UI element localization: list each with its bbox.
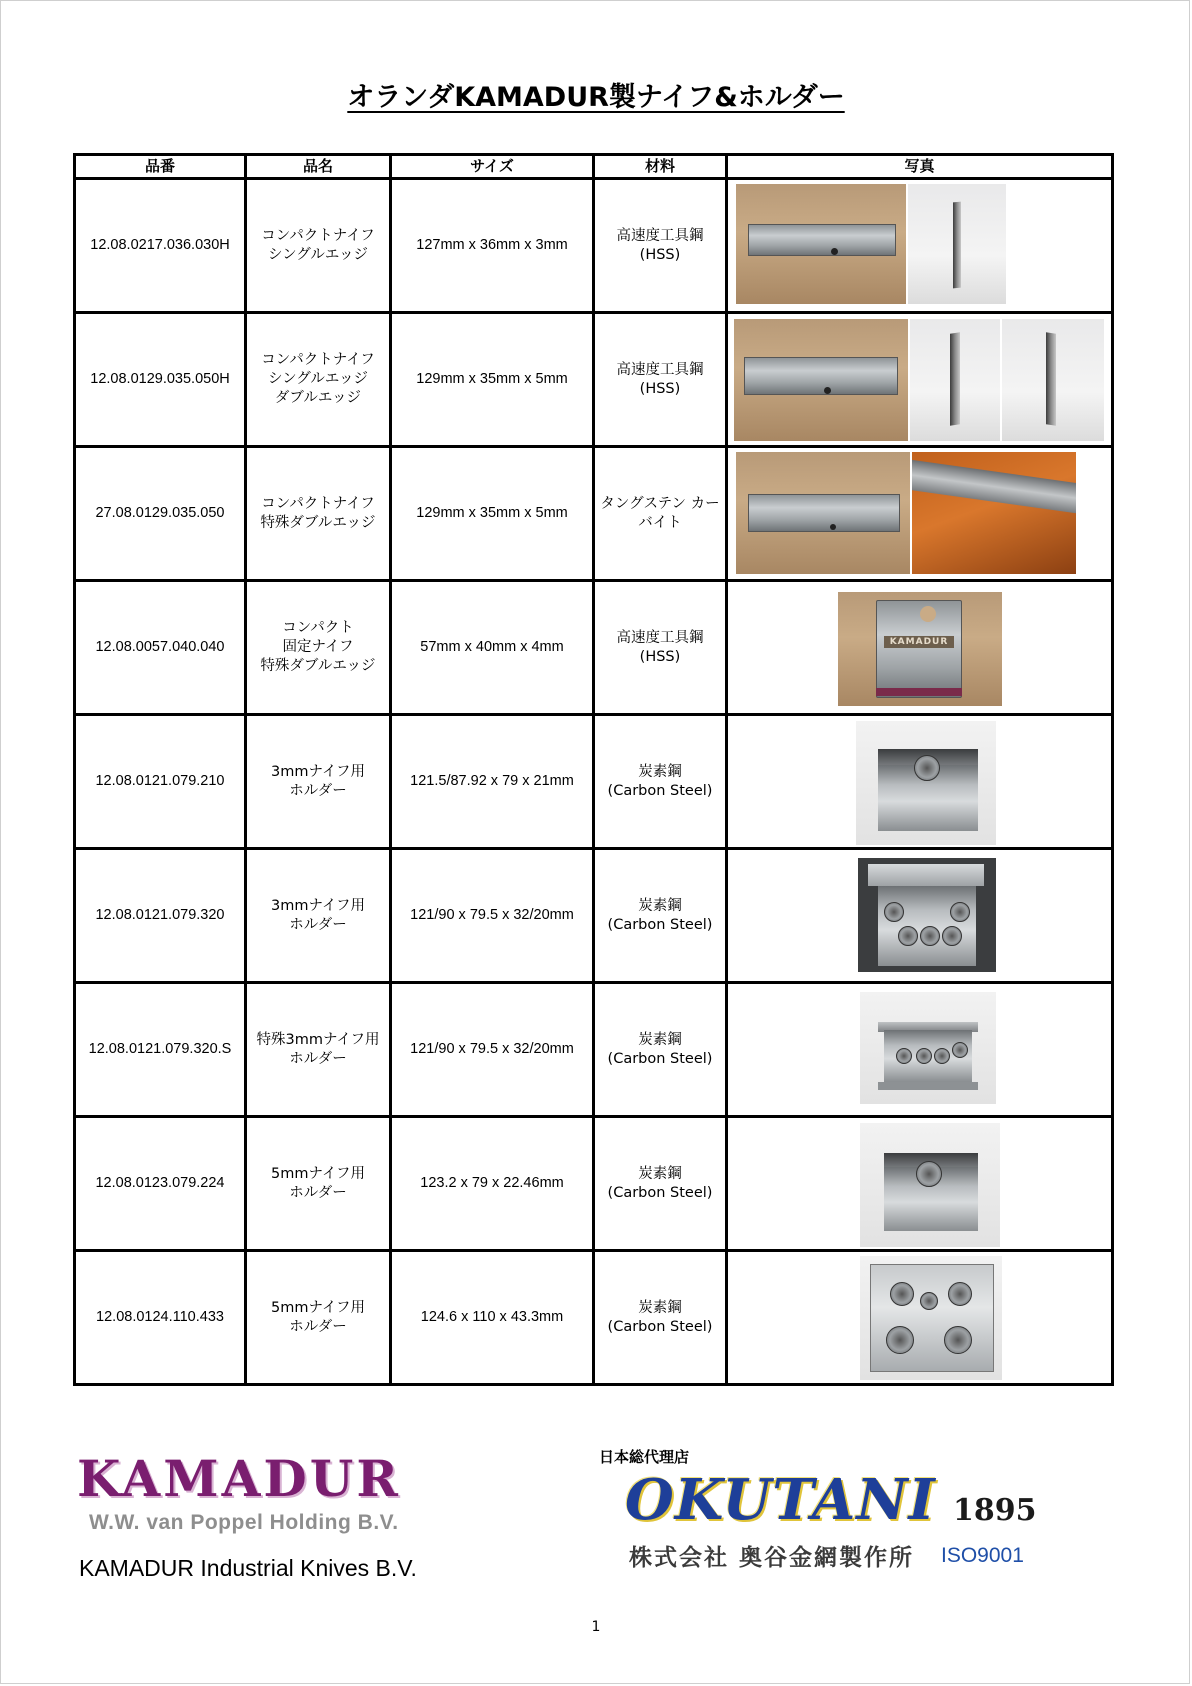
product-material: 炭素鋼 (Carbon Steel) bbox=[594, 1251, 727, 1385]
product-photo bbox=[727, 1251, 1113, 1385]
product-name: コンパクトナイフ シングルエッジ bbox=[246, 179, 391, 313]
knife-photo-side bbox=[908, 184, 1006, 304]
product-material: 炭素鋼 (Carbon Steel) bbox=[594, 1117, 727, 1251]
product-size: 129mm x 35mm x 5mm bbox=[391, 447, 594, 581]
product-photo bbox=[727, 849, 1113, 983]
header-material: 材料 bbox=[594, 155, 727, 179]
page-number: 1 bbox=[591, 1619, 601, 1635]
product-table bbox=[73, 153, 1114, 1386]
product-material: 炭素鋼 (Carbon Steel) bbox=[594, 983, 727, 1117]
product-name: 3mmナイフ用 ホルダー bbox=[246, 715, 391, 849]
holder-photo bbox=[858, 858, 996, 972]
part-number: 12.08.0123.079.224 bbox=[75, 1117, 246, 1251]
product-size: 127mm x 36mm x 3mm bbox=[391, 179, 594, 313]
part-number: 12.08.0124.110.433 bbox=[75, 1251, 246, 1385]
product-size: 121/90 x 79.5 x 32/20mm bbox=[391, 849, 594, 983]
kamadur-engraving: KAMADUR bbox=[884, 636, 954, 648]
okutani-year: 1895 bbox=[953, 1493, 1037, 1528]
product-name: コンパクト 固定ナイフ 特殊ダブルエッジ bbox=[246, 581, 391, 715]
product-material: 高速度工具鋼 (HSS) bbox=[594, 179, 727, 313]
product-name: 5mmナイフ用 ホルダー bbox=[246, 1117, 391, 1251]
product-material: 高速度工具鋼 (HSS) bbox=[594, 313, 727, 447]
product-material: タングステン カー バイト bbox=[594, 447, 727, 581]
kamadur-holding-text: W.W. van Poppel Holding B.V. bbox=[89, 1511, 399, 1534]
okutani-logo: OKUTANI bbox=[625, 1467, 936, 1533]
product-photo bbox=[727, 447, 1113, 581]
kamadur-company-name: KAMADUR Industrial Knives B.V. bbox=[79, 1555, 417, 1581]
table-row bbox=[75, 447, 1113, 581]
knife-photo-front bbox=[734, 319, 908, 441]
product-name: コンパクトナイフ 特殊ダブルエッジ bbox=[246, 447, 391, 581]
okutani-company-name: 株式会社 奥谷金網製作所 bbox=[629, 1544, 915, 1571]
kamadur-logo: KAMADUR bbox=[77, 1449, 401, 1508]
agent-label: 日本総代理店 bbox=[599, 1448, 690, 1466]
product-material: 高速度工具鋼 (HSS) bbox=[594, 581, 727, 715]
product-photo bbox=[727, 581, 1113, 715]
product-material: 炭素鋼 (Carbon Steel) bbox=[594, 849, 727, 983]
knife-photo-side-double bbox=[1002, 319, 1104, 441]
knife-photo-edge-closeup bbox=[912, 452, 1076, 574]
product-name: 特殊3mmナイフ用 ホルダー bbox=[246, 983, 391, 1117]
product-size: 121.5/87.92 x 79 x 21mm bbox=[391, 715, 594, 849]
header-photo: 写真 bbox=[727, 155, 1113, 179]
fixed-knife-photo bbox=[838, 592, 1002, 706]
product-size: 57mm x 40mm x 4mm bbox=[391, 581, 594, 715]
page-title: オランダKAMADUR製ナイフ&ホルダー bbox=[347, 82, 845, 113]
holder-photo bbox=[860, 1123, 1000, 1247]
table-row bbox=[75, 849, 1113, 983]
product-photo bbox=[727, 983, 1113, 1117]
holder-photo bbox=[860, 992, 996, 1104]
table-header-row bbox=[75, 155, 1113, 179]
table-row bbox=[75, 581, 1113, 715]
product-photo bbox=[727, 1117, 1113, 1251]
header-size: サイズ bbox=[391, 155, 594, 179]
part-number: 27.08.0129.035.050 bbox=[75, 447, 246, 581]
product-size: 121/90 x 79.5 x 32/20mm bbox=[391, 983, 594, 1117]
part-number: 12.08.0217.036.030H bbox=[75, 179, 246, 313]
product-photo bbox=[727, 715, 1113, 849]
table-row bbox=[75, 715, 1113, 849]
product-size: 124.6 x 110 x 43.3mm bbox=[391, 1251, 594, 1385]
product-name: コンパクトナイフ シングルエッジ ダブルエッジ bbox=[246, 313, 391, 447]
part-number: 12.08.0121.079.320 bbox=[75, 849, 246, 983]
knife-photo-side-single bbox=[910, 319, 1000, 441]
iso-badge: ISO9001 bbox=[941, 1544, 1024, 1567]
table-row bbox=[75, 1117, 1113, 1251]
knife-photo-front bbox=[736, 452, 910, 574]
part-number: 12.08.0129.035.050H bbox=[75, 313, 246, 447]
product-size: 129mm x 35mm x 5mm bbox=[391, 313, 594, 447]
part-number: 12.08.0121.079.210 bbox=[75, 715, 246, 849]
table-row bbox=[75, 179, 1113, 313]
holder-photo bbox=[860, 1256, 1002, 1380]
part-number: 12.08.0121.079.320.S bbox=[75, 983, 246, 1117]
product-photo bbox=[727, 179, 1113, 313]
knife-photo-front bbox=[736, 184, 906, 304]
table-row bbox=[75, 983, 1113, 1117]
header-part-number: 品番 bbox=[75, 155, 246, 179]
header-product-name: 品名 bbox=[246, 155, 391, 179]
table-row bbox=[75, 1251, 1113, 1385]
table-row bbox=[75, 313, 1113, 447]
product-name: 5mmナイフ用 ホルダー bbox=[246, 1251, 391, 1385]
product-size: 123.2 x 79 x 22.46mm bbox=[391, 1117, 594, 1251]
product-material: 炭素鋼 (Carbon Steel) bbox=[594, 715, 727, 849]
product-photo bbox=[727, 313, 1113, 447]
product-name: 3mmナイフ用 ホルダー bbox=[246, 849, 391, 983]
part-number: 12.08.0057.040.040 bbox=[75, 581, 246, 715]
holder-photo bbox=[856, 721, 996, 845]
